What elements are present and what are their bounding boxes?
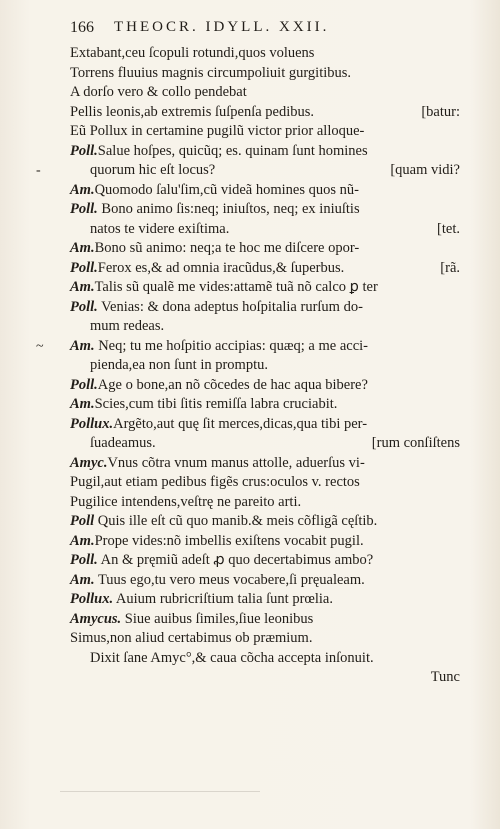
turnover-text: [batur: [421, 103, 460, 120]
text-line [70, 473, 460, 493]
line-text: Ferox es,& ad omnia iracũdus,& ſuperbus. [97, 259, 345, 276]
text-line [70, 649, 460, 669]
line-text: ſuadeamus. [90, 435, 156, 451]
line-text: Neq; tu me hoſpitio accipias: quæq; a me acci- [94, 337, 368, 354]
text-line [70, 44, 460, 64]
speaker-label: Amyc. [70, 454, 108, 471]
text-line [70, 220, 460, 240]
line-text: Dixit ſane Amyc°,& caua cõcha accepta inſonuit. [90, 649, 374, 666]
text-line [70, 239, 460, 259]
line-text: natos te videre exiſtima. [90, 220, 230, 237]
line-text: Talis sũ qualẽ me vides:attamẽ tuã nõ calco ꝑ ter [94, 279, 378, 295]
line-text: Quomodo ſalu'ſim,cũ videã homines quos nũ- [94, 181, 359, 198]
text-line [70, 434, 460, 454]
speaker-label: Am. [70, 279, 95, 295]
text-line [70, 629, 460, 649]
speaker-label: Am. [70, 337, 95, 354]
speaker-label: Am. [70, 571, 95, 588]
line-text: Quis ille eſt cũ quo manib.& meis cõfligã cęſtib. [94, 513, 378, 529]
margin-mark: ~ [36, 338, 44, 354]
text-line [70, 590, 460, 610]
line-text: Eũ Pollux in certamine pugilũ victor prior alloque- [70, 123, 365, 139]
speaker-label: Poll. [70, 142, 98, 159]
paper-stain [60, 765, 260, 792]
line-text: An & pręmiũ adeſt ꝓ quo decertabimus ambo? [97, 552, 374, 568]
speaker-label: Poll. [70, 298, 98, 315]
line-text: Auium rubricriſtium talia ſunt prœlia. [113, 591, 333, 607]
text-line [70, 454, 460, 474]
text-line [70, 200, 460, 220]
text-line [70, 571, 460, 591]
text-line [70, 103, 460, 123]
text-line [36, 337, 460, 357]
text-line [36, 161, 460, 181]
text-line [70, 415, 460, 435]
speaker-label: Poll. [70, 201, 98, 217]
text-line [70, 610, 460, 630]
line-text: Pugil,aut etiam pedibus figẽs crus:oculos v. rectos [70, 474, 360, 490]
line-text: Tuus ego,tu vero meus vocabere,ſi pręualeam. [94, 571, 365, 588]
speaker-label: Poll [70, 513, 95, 529]
line-text: Bono animo ſis:neq; iniuſtos, neq; ex iniuſtis [97, 201, 360, 217]
speaker-label: Am. [70, 532, 95, 549]
line-text: Prope vides:nõ imbellis exiſtens vocabit pugil. [94, 532, 364, 549]
text-line [70, 395, 460, 415]
turnover-text: [rum conſiſtens [371, 435, 460, 451]
speaker-label: Am. [70, 181, 95, 198]
speaker-label: Amycus. [70, 610, 122, 627]
page-number: 166 [70, 19, 94, 36]
text-line [70, 317, 460, 337]
line-text: Bono sũ animo: neq;a te hoc me diſcere opor- [94, 240, 360, 256]
speaker-label: Pollux. [70, 591, 114, 607]
speaker-label: Poll. [70, 376, 98, 393]
speaker-label: Poll. [70, 552, 98, 568]
line-text: Scies,cum tibi ſitis remiſſa labra cruciabit. [94, 396, 338, 412]
text-line [70, 122, 460, 142]
speaker-label: Pollux. [70, 415, 114, 432]
line-text: Pellis leonis,ab extremis ſuſpenſa pedibus. [70, 103, 315, 120]
margin-mark: - [36, 163, 41, 178]
speaker-label: Poll. [70, 259, 98, 276]
text-line [70, 278, 460, 298]
text-line [70, 376, 460, 396]
text-line [70, 64, 460, 84]
page-header [70, 19, 440, 45]
line-text: mum redeas. [90, 318, 165, 334]
line-text: Torrens fluuius magnis circumpoliuit gurgitibus. [70, 64, 352, 81]
line-text: quorum hic eſt locus? [90, 162, 216, 178]
line-text: pienda,ea non ſunt in promptu. [90, 357, 268, 373]
text-line [70, 83, 460, 103]
text-line [70, 493, 460, 513]
line-text: Salue hoſpes, quicũq; es. quinam ſunt homines [97, 142, 368, 159]
line-text: Extabant,ceu ſcopuli rotundi,quos voluens [70, 45, 315, 61]
line-text: A dorſo vero & collo pendebat [70, 84, 247, 100]
poem-text-block [36, 44, 460, 688]
line-text: Simus,non aliud certabimus ob præmium. [70, 630, 313, 646]
line-text: Age o bone,an nõ cõcedes de hac aqua bibere? [97, 376, 368, 393]
turnover-text: [quam vidi? [390, 162, 460, 178]
catchword: Tunc [430, 669, 460, 685]
text-line [70, 181, 460, 201]
text-line [70, 551, 460, 571]
text-line [70, 259, 460, 279]
text-line [70, 532, 460, 552]
line-text: Siue auibus ſimiles,ſiue leonibus [121, 610, 314, 627]
text-line [70, 512, 460, 532]
turnover-text: [rã. [440, 259, 460, 276]
running-head: THEOCR. IDYLL. XXII. [114, 19, 330, 35]
speaker-label: Am. [70, 396, 95, 412]
speaker-label: Am. [70, 240, 95, 256]
line-text: Pugilice intendens,veſtrę ne pareito arti. [70, 493, 302, 510]
text-line [70, 298, 460, 318]
line-text: Vnus cõtra vnum manus attolle, aduerſus vi- [107, 454, 365, 471]
line-text: Argẽto,aut quę ſit merces,dicas,qua tibi per- [113, 415, 368, 432]
text-line [70, 356, 460, 376]
turnover-text: [tet. [437, 220, 460, 237]
line-text: Venias: & dona adeptus hoſpitalia rurſum do- [97, 298, 363, 315]
text-line [70, 142, 460, 162]
